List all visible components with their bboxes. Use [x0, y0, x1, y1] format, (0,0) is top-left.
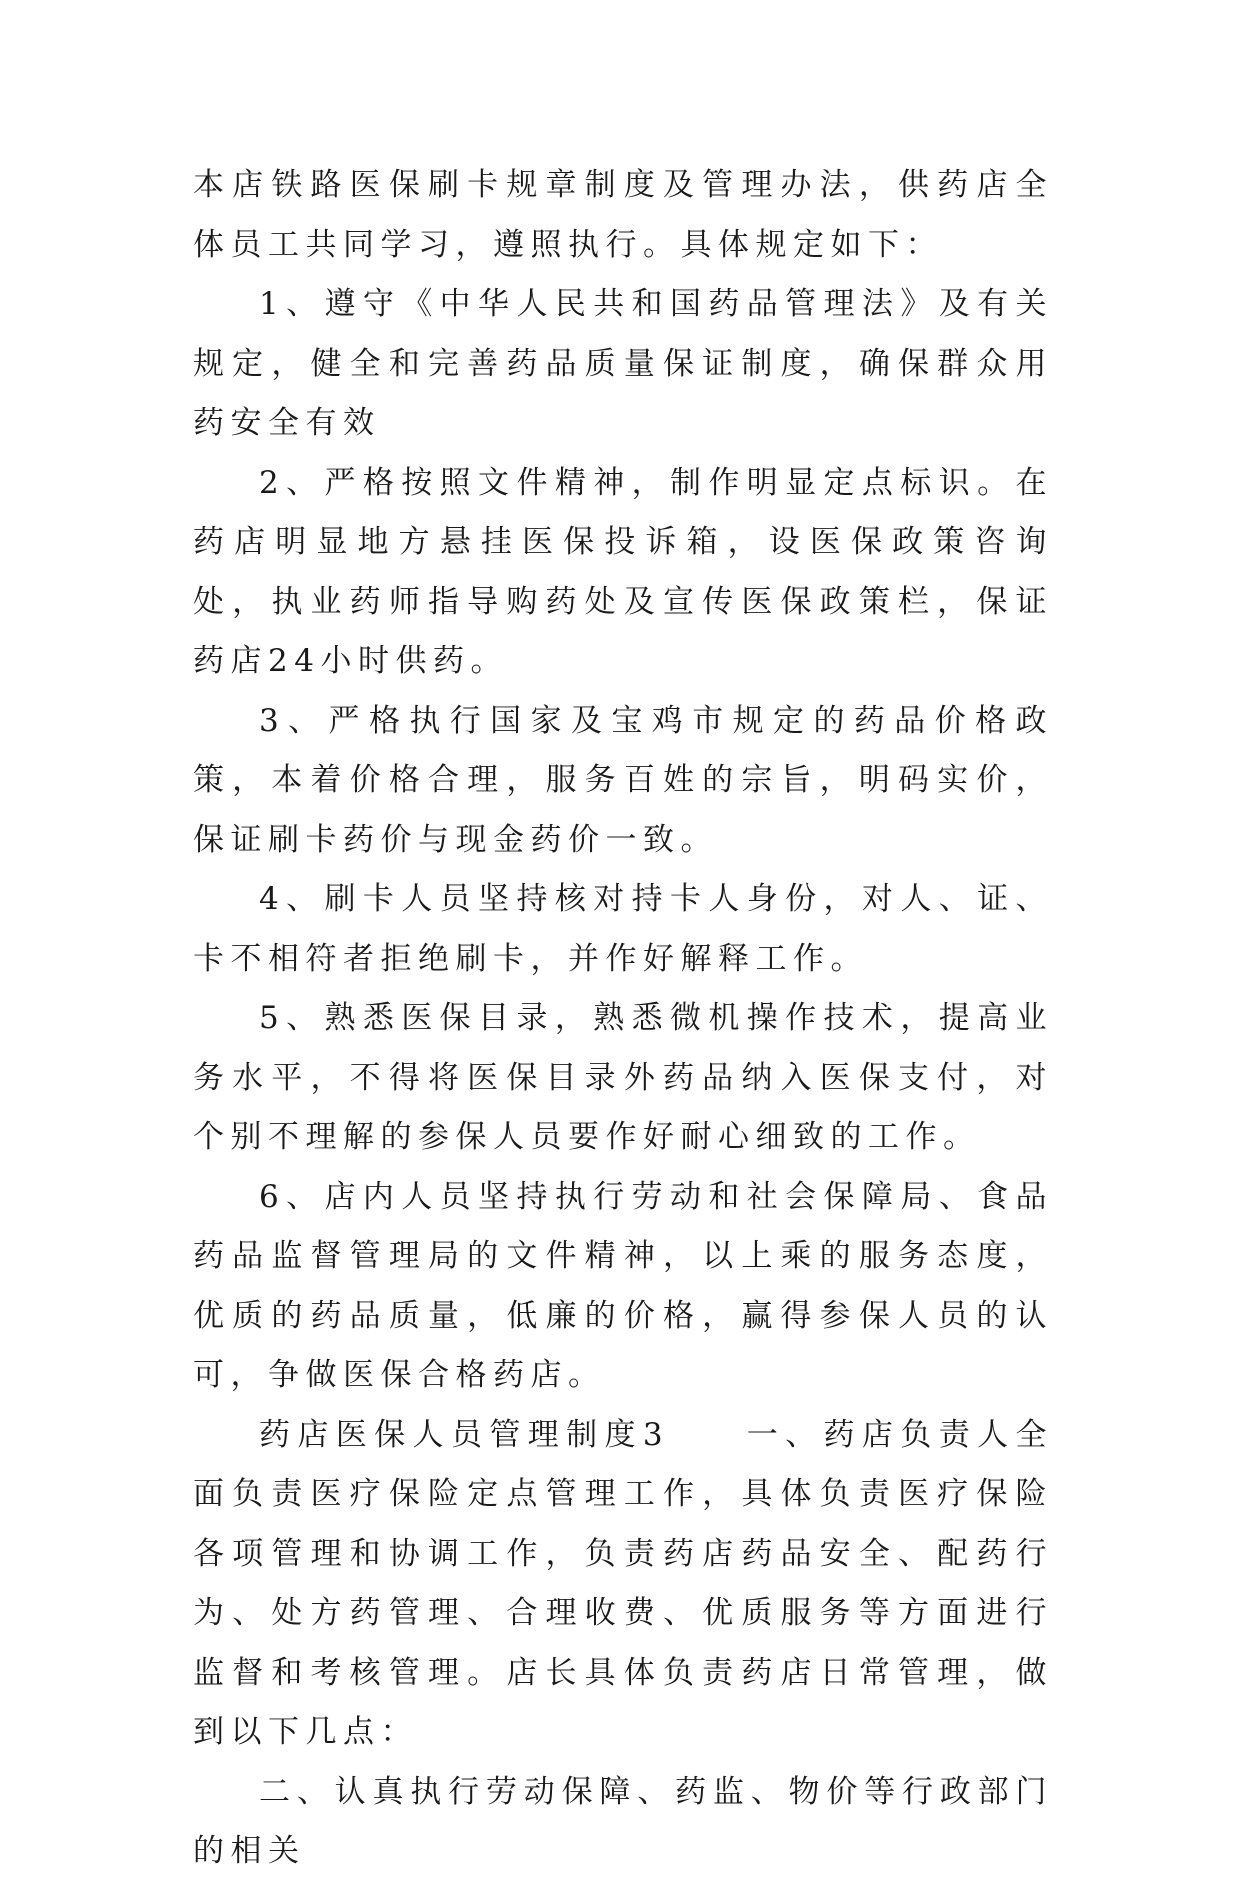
paragraph-item-5: 5、熟悉医保目录，熟悉微机操作技术，提高业务水平，不得将医保目录外药品纳入医保支付，对个别不理解的参保人员要作好耐心细致的工作。: [193, 1000, 1053, 1155]
paragraph-section-3-item-2: 二、认真执行劳动保障、药监、物价等行政部门的相关: [193, 1773, 1053, 1869]
paragraph-item-4: 4、刷卡人员坚持核对持卡人身份，对人、证、卡不相符者拒绝刷卡，并作好解释工作。: [193, 881, 1053, 977]
paragraph-item-2: 2、严格按照文件精神，制作明显定点标识。在药店明显地方悬挂医保投诉箱，设医保政策咨询处，执业药师指导购药处及宣传医保政策栏，保证药店24小时供药。: [193, 464, 1053, 679]
paragraph-intro: 本店铁路医保刷卡规章制度及管理办法，供药店全体员工共同学习，遵照执行。具体规定如下：: [193, 167, 1053, 263]
paragraph-section-3: 药店医保人员管理制度3 一、药店负责人全面负责医疗保险定点管理工作，具体负责医疗保险各项管理和协调工作，负责药店药品安全、配药行为、处方药管理、合理收费、优质服务等方面进行监督和考核管理。店长具体负责药店日常管理，做到以下几点：: [193, 1416, 1053, 1750]
document-body: [193, 156, 1053, 1882]
paragraph-item-3: 3、严格执行国家及宝鸡市规定的药品价格政策，本着价格合理，服务百姓的宗旨，明码实价，保证刷卡药价与现金药价一致。: [193, 702, 1053, 858]
paragraph-item-1: 1、遵守《中华人民共和国药品管理法》及有关规定，健全和完善药品质量保证制度，确保群众用药安全有效: [193, 286, 1053, 441]
paragraph-item-6: 6、店内人员坚持执行劳动和社会保障局、食品药品监督管理局的文件精神，以上乘的服务态度，优质的药品质量，低廉的价格，赢得参保人员的认可，争做医保合格药店。: [193, 1178, 1053, 1393]
